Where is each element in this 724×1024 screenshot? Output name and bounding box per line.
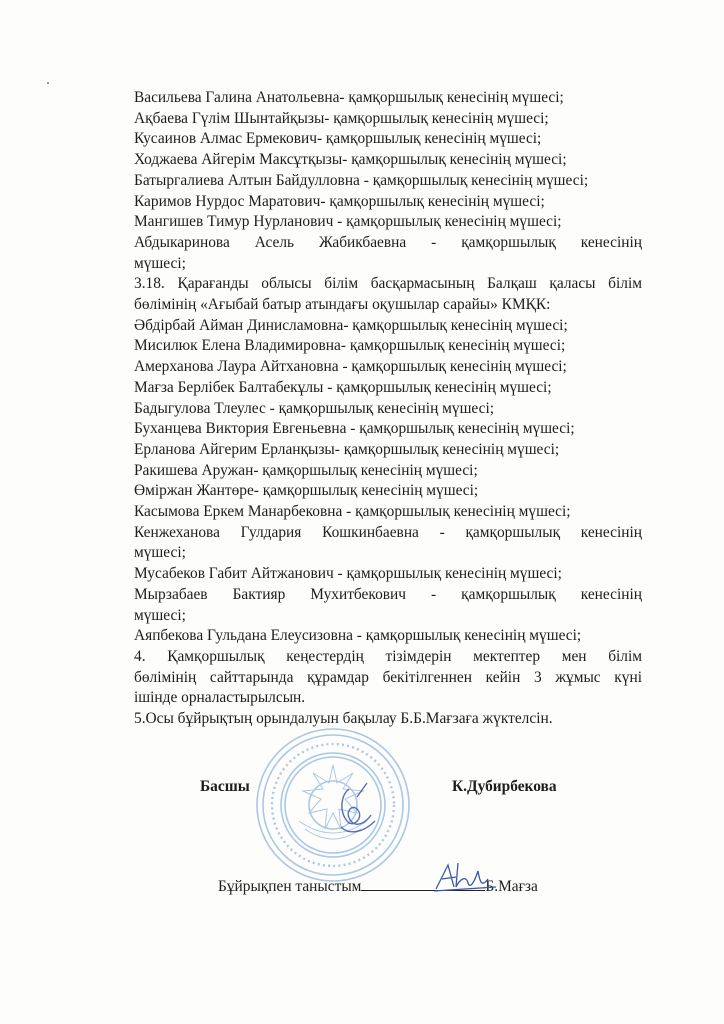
scan-speck: [47, 82, 49, 84]
order-body: [134, 88, 642, 730]
list-item: Мангишев Тимур Нурланович - қамқоршылық кенесінің мүшесі;: [134, 213, 562, 231]
list-item: Васильева Галина Анатольевна- қамқоршылық кенесінің мүшесі;: [134, 89, 564, 106]
list-item: Буханцева Виктория Евгеньевна - қамқоршылық кенесінің мүшесі;: [134, 420, 575, 438]
list-item: Касымова Еркем Манарбековна - қамқоршылық кенесінің мүшесі;: [134, 503, 571, 521]
head-title: Басшы: [200, 778, 250, 795]
list-item: Мисилюк Елена Владимировна- қамқоршылық кенесінің мүшесі;: [134, 337, 566, 355]
list-item: Каримов Нурдос Маратович- қамқоршылық кенесінің мүшесі;: [134, 192, 545, 210]
ack-signature: [430, 857, 500, 897]
ack-name: Б.Мағза: [485, 878, 538, 895]
section-heading: бөлімінің «Ағыбай батыр атындағы оқушылар сарайы» КМҚК:: [134, 296, 551, 314]
clause-4: бөлімінің сайттарында құрамдар бекітілгеннен кейін 3 жұмыс күні: [134, 668, 642, 686]
list-item: Аяпбекова Гульдана Елеусизовна - қамқоршылық кенесінің мүшесі;: [134, 627, 582, 645]
section-heading: 3.18. Қарағанды облысы білім басқармасының Балқаш қаласы білім: [134, 275, 642, 293]
list-item: Батыргалиева Алтын Байдулловна - қамқоршылық кенесінің мүшесі;: [134, 171, 589, 189]
list-item: Бадыгулова Тлеулес - қамқоршылық кенесінің мүшесі;: [134, 399, 495, 417]
clause-4: 4. Қамқоршылық кеңестердің тізімдерін мектептер мен білім: [134, 647, 642, 665]
clause-5: 5.Осы бұйрықтың орындалуын бақылау Б.Б.Мағзаға жүктелсін.: [134, 710, 553, 728]
list-item: Кусаинов Алмас Ермекович- қамқоршылық кенесінің мүшесі;: [134, 130, 542, 148]
list-item: Абдыкаринова Асель Жабикбаевна - қамқоршылық кенесінің: [134, 233, 642, 251]
clause-4: ішінде орналастырылсын.: [134, 689, 306, 707]
list-item: Ерланова Айгерим Ерланқызы- қамқоршылық кенесінің мүшесі;: [134, 440, 560, 458]
list-item: Кенжеханова Гулдария Кошкинбаевна - қамқоршылық кенесінің: [134, 523, 642, 541]
ack-text: Бұйрықпен таныстым: [218, 878, 362, 895]
trustee-list-a: [134, 88, 642, 233]
list-item: мүшесі;: [134, 606, 186, 624]
head-name: К.Дубирбекова: [452, 778, 557, 795]
official-seal-stamp: [253, 725, 413, 885]
list-item: Амерханова Лаура Айтхановна - қамқоршылық кенесінің мүшесі;: [134, 358, 567, 376]
trustee-list-b: [134, 316, 642, 523]
list-item: Ракишева Аружан- қамқоршылық кенесінің мүшесі;: [134, 461, 478, 479]
list-item: Өміржан Жантөре- қамқоршылық кенесінің мүшесі;: [134, 482, 479, 500]
list-item: Ақбаева Гүлім Шынтайқызы- қамқоршылық кенесінің мүшесі;: [134, 109, 549, 127]
list-item: мүшесі;: [134, 254, 186, 272]
list-item: Мағза Берлібек Балтабекұлы - қамқоршылық кенесінің мүшесі;: [134, 378, 552, 396]
list-item: мүшесі;: [134, 544, 186, 562]
list-item: Әбдірбай Айман Динисламовна- қамқоршылық кенесінің мүшесі;: [134, 316, 568, 334]
list-item: Ходжаева Айгерім Максұтқызы- қамқоршылық кенесінің мүшесі;: [134, 151, 567, 169]
list-item: Мырзабаев Бактияр Мухитбекович - қамқоршылық кенесінің: [134, 585, 642, 603]
list-item: Мусабеков Габит Айтжанович - қамқоршылық кенесінің мүшесі;: [134, 565, 562, 583]
